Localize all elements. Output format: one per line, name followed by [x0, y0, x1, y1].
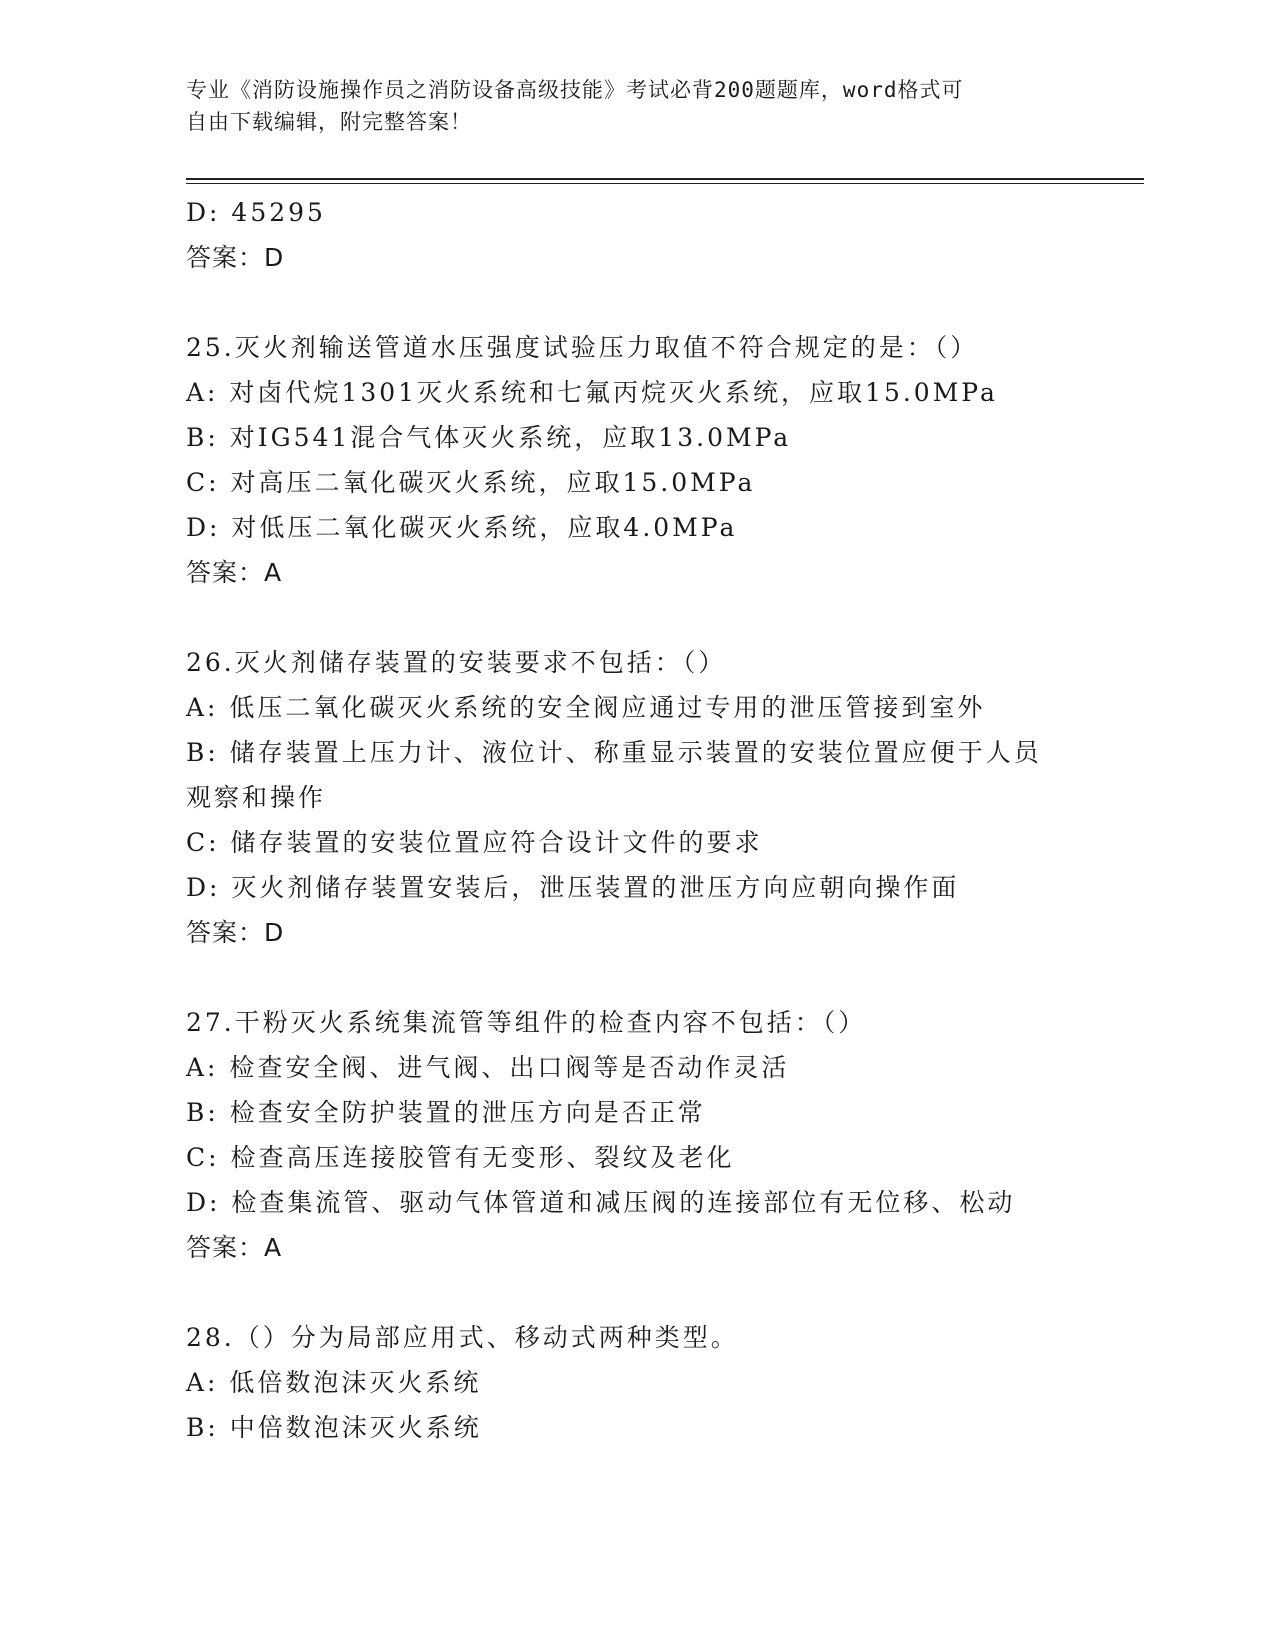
option-a: A: 检查安全阀、进气阀、出口阀等是否动作灵活 — [186, 1053, 790, 1082]
question-stem: 25.灭火剂输送管道水压强度试验压力取值不符合规定的是：（） — [186, 333, 979, 362]
document-header — [186, 74, 1066, 138]
question-25 — [186, 325, 1086, 595]
question-stem: 26.灭火剂储存装置的安装要求不包括：（） — [186, 648, 727, 677]
option-c: C: 检查高压连接胶管有无变形、裂纹及老化 — [186, 1143, 735, 1172]
option-b: B: 储存装置上压力计、液位计、称重显示装置的安装位置应便于人员观察和操作 — [186, 738, 1042, 812]
option-c: C: 储存装置的安装位置应符合设计文件的要求 — [186, 828, 763, 857]
answer: 答案：A — [186, 558, 283, 587]
header-line-2: 自由下载编辑，附完整答案！ — [186, 110, 472, 134]
question-26 — [186, 640, 1086, 955]
prev-answer: 答案：D — [186, 243, 285, 272]
option-a: A: 低倍数泡沫灭火系统 — [186, 1368, 482, 1397]
prev-option-d: D: 45295 — [186, 198, 326, 227]
question-27 — [186, 1000, 1086, 1270]
header-divider-thin — [186, 183, 1144, 184]
header-divider-thick — [186, 178, 1144, 180]
question-stem: 27.干粉灭火系统集流管等组件的检查内容不包括：（） — [186, 1008, 867, 1037]
option-a: A: 对卤代烷1301灭火系统和七氟丙烷灭火系统，应取15.0MPa — [186, 378, 998, 407]
option-c: C: 对高压二氧化碳灭火系统，应取15.0MPa — [186, 468, 756, 497]
option-b: B: 中倍数泡沫灭火系统 — [186, 1413, 482, 1442]
option-b: B: 对IG541混合气体灭火系统，应取13.0MPa — [186, 423, 792, 452]
option-a: A: 低压二氧化碳灭火系统的安全阀应通过专用的泄压管接到室外 — [186, 693, 986, 722]
question-list — [186, 190, 1086, 1450]
question-28 — [186, 1315, 1086, 1450]
option-d: D: 对低压二氧化碳灭火系统，应取4.0MPa — [186, 513, 738, 542]
answer: 答案：D — [186, 918, 285, 947]
header-line-1: 专业《消防设施操作员之消防设备高级技能》考试必背200题题库，word格式可 — [186, 78, 964, 102]
option-b: B: 检查安全防护装置的泄压方向是否正常 — [186, 1098, 706, 1127]
answer: 答案：A — [186, 1233, 283, 1262]
question-stem: 28.（）分为局部应用式、移动式两种类型。 — [186, 1323, 739, 1352]
option-d: D: 检查集流管、驱动气体管道和减压阀的连接部位有无位移、松动 — [186, 1188, 1016, 1217]
option-d: D: 灭火剂储存装置安装后，泄压装置的泄压方向应朝向操作面 — [186, 873, 960, 902]
